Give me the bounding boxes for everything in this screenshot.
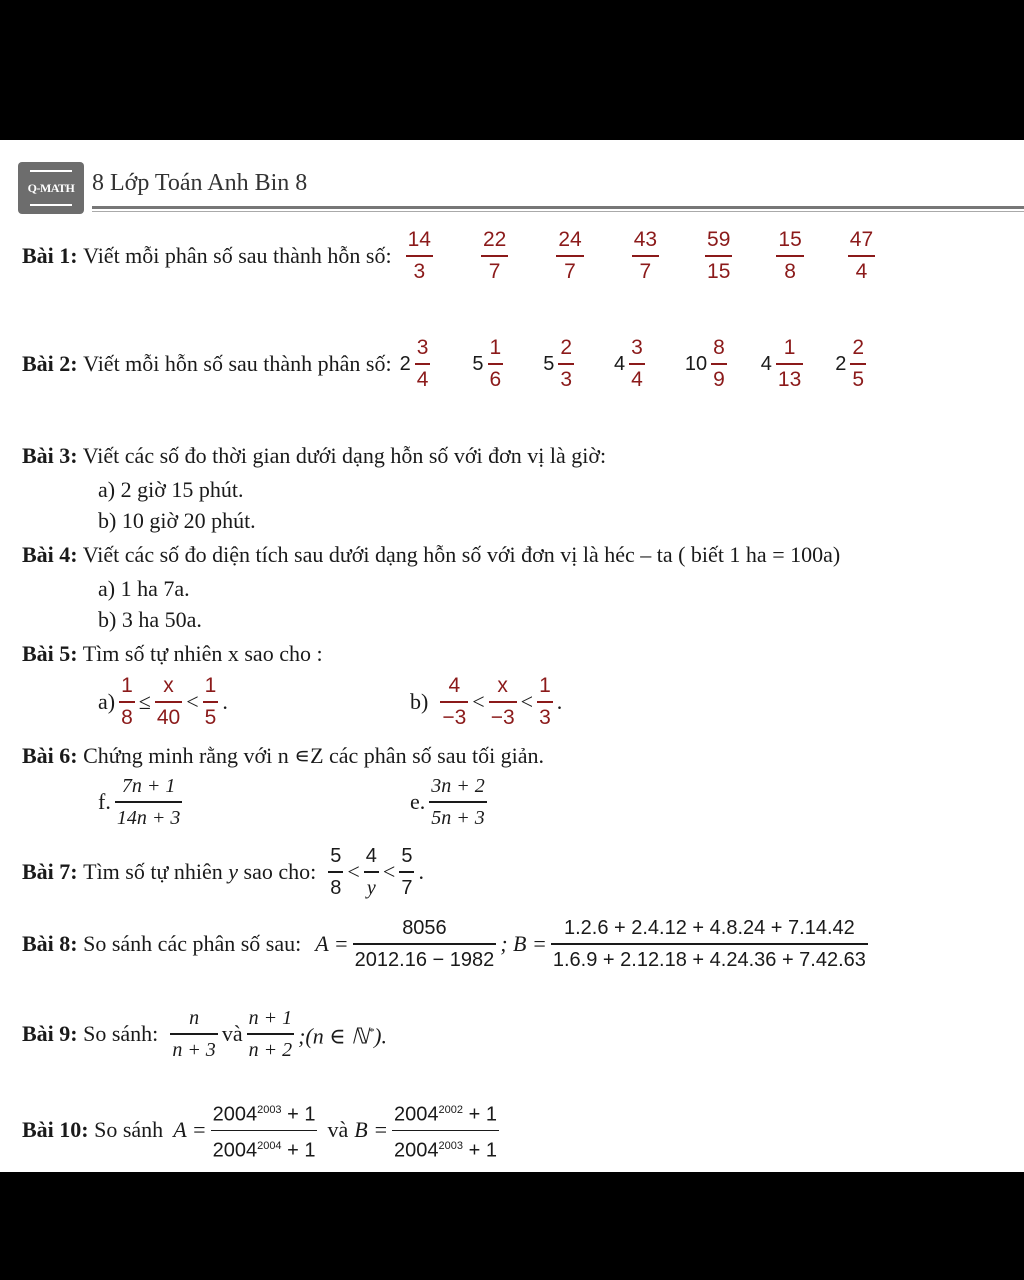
part-label: b) — [410, 688, 429, 714]
exercise-label: Bài 2: — [22, 350, 78, 376]
fraction-A: $\frac{8056}{2012.16 - 1982}$ — [354, 917, 495, 971]
list-item: b) 3 ha 50a. — [98, 607, 202, 632]
document-page — [0, 140, 1024, 1172]
exercise-text: Tìm số tự nhiên — [83, 858, 223, 884]
operator: < — [382, 858, 396, 884]
operator: ≤ — [138, 688, 151, 714]
exercise-text: Viết mỗi hỗn số sau thành phân số: — [83, 350, 392, 376]
operator: < — [186, 688, 199, 714]
exercise-2 — [22, 336, 870, 392]
mixed-number: 4 $\frac{3}{4}$ — [614, 336, 643, 391]
exercise-text: Viết các số đo diện tích sau dưới dạng hỗn số với đơn vị là héc – ta ( biết 1 ha = 100a) — [82, 542, 841, 567]
fraction: $\frac{22}{7}$ — [482, 228, 507, 283]
exercise-7 — [22, 844, 424, 900]
exercise-5b — [410, 674, 562, 730]
fraction: $\frac{1}{5}$ — [204, 674, 217, 729]
fraction-B: $\frac{1.2.6 + 2.4.12 + 4.8.24 + 7.14.42}{1.6.9 + 2.12.18 + 4.24.36 + 7.42.63}$ — [552, 917, 866, 971]
variable: y — [228, 858, 239, 884]
exercise-label: Bài 6: — [22, 743, 78, 768]
exercise-1 — [22, 228, 879, 284]
page-title — [92, 170, 307, 197]
exercise-6f — [98, 774, 186, 830]
fraction-B: $\frac{2004^{2002} + 1}{2004^{2003} + 1}$ — [394, 1103, 497, 1162]
conjunction: và — [221, 1020, 243, 1046]
header-rule-thin — [92, 211, 1024, 212]
mixed-number: 4 $\frac{1}{13}$ — [760, 336, 802, 391]
header-rule — [92, 206, 1024, 209]
exercise-label: Bài 1: — [22, 242, 78, 268]
fraction: $\frac{4}{-3}$ — [442, 674, 467, 729]
list-item: a) 1 ha 7a. — [98, 576, 190, 601]
fraction: $\frac{14}{3}$ — [407, 228, 431, 283]
exercise-6 — [22, 742, 544, 770]
list-item: b) 10 giờ 20 phút. — [98, 508, 256, 533]
punctuation: . — [556, 688, 563, 714]
exercise-text: So sánh các phân số sau: — [83, 930, 302, 956]
part-label: f. — [98, 788, 111, 814]
conjunction: và — [327, 1117, 349, 1143]
exercise-8 — [22, 916, 872, 972]
punctuation: . — [222, 688, 228, 714]
exercise-label: Bài 7: — [22, 858, 78, 884]
separator: ; B = — [500, 930, 547, 956]
title-text: Lớp Toán Anh Bin — [110, 170, 290, 196]
fraction: $\frac{15}{8}$ — [778, 228, 802, 283]
fraction: $\frac{1}{3}$ — [539, 674, 551, 729]
exercise-text: Tìm số tự nhiên x sao cho : — [82, 641, 323, 666]
fraction: $\frac{43}{7}$ — [633, 228, 658, 283]
list-item: a) 2 giờ 15 phút. — [98, 477, 244, 502]
mixed-number: 2 $\frac{3}{4}$ — [399, 336, 429, 391]
logo-text: Q-MATH — [27, 180, 75, 195]
exercise-label: Bài 8: — [22, 930, 78, 956]
var-A: A = — [315, 930, 349, 956]
punctuation: . — [418, 858, 424, 884]
operator: < — [347, 858, 360, 884]
exercise-4 — [22, 541, 840, 569]
exercise-3 — [22, 442, 606, 470]
exercise-label: Bài 9: — [22, 1020, 78, 1046]
mixed-number: 2 $\frac{2}{5}$ — [835, 336, 865, 391]
exercise-6e — [410, 774, 491, 830]
fraction: $\frac{7n + 1}{14n + 3}$ — [116, 775, 181, 829]
exercise-9 — [22, 1006, 387, 1062]
title-ornament-left: 8 — [92, 170, 104, 196]
title-ornament-right: 8 — [295, 170, 308, 196]
part-label: a) — [98, 688, 116, 714]
part-label: e. — [410, 788, 426, 814]
exercise-text: Viết mỗi phân số sau thành hỗn số: — [83, 242, 392, 268]
exercise-label: Bài 3: — [22, 443, 78, 468]
exercise-5a — [98, 674, 228, 730]
fraction: $\frac{1}{8}$ — [121, 674, 133, 729]
exercise-text: So sánh — [94, 1117, 164, 1143]
mixed-number: 5 $\frac{1}{6}$ — [472, 336, 502, 391]
exercise-label: Bài 10: — [22, 1117, 89, 1143]
fraction: $\frac{x}{-3}$ — [490, 674, 515, 729]
exercise-text: Chứng minh rằng với n ∊Z các phân số sau tối giản. — [83, 743, 545, 768]
var-B: B = — [354, 1117, 389, 1143]
mixed-number: 10 $\frac{8}{9}$ — [684, 336, 725, 391]
fraction: $\frac{3n + 2}{5n + 3}$ — [431, 775, 485, 829]
operator: < — [520, 688, 534, 714]
fraction: $\frac{47}{4}$ — [849, 228, 874, 283]
exercise-10 — [22, 1098, 503, 1163]
fraction: $\frac{5}{7}$ — [401, 845, 413, 899]
qmath-logo — [18, 162, 84, 214]
mixed-number: 5 $\frac{2}{3}$ — [543, 336, 573, 391]
fraction: $\frac{n}{n + 3}$ — [172, 1007, 216, 1061]
condition: ;(n ∈ ℕ*). — [298, 1022, 387, 1048]
var-A: A = — [173, 1117, 207, 1143]
fraction: $\frac{59}{15}$ — [707, 228, 731, 283]
exercise-text: So sánh: — [83, 1020, 159, 1046]
exercise-label: Bài 4: — [22, 542, 78, 567]
fraction: $\frac{n + 1}{n + 2}$ — [248, 1007, 293, 1061]
exercise-text-2: sao cho: — [243, 858, 317, 884]
exercise-5 — [22, 640, 323, 668]
fraction: $\frac{24}{7}$ — [558, 228, 582, 283]
fraction: $\frac{4}{y}$ — [365, 845, 377, 899]
fraction-A: $\frac{2004^{2003} + 1}{2004^{2004} + 1}$ — [212, 1103, 316, 1162]
fraction: $\frac{5}{8}$ — [330, 845, 342, 899]
fraction: $\frac{x}{40}$ — [156, 674, 181, 729]
operator: < — [472, 688, 485, 714]
exercise-text: Viết các số đo thời gian dưới dạng hỗn số với đơn vị là giờ: — [82, 443, 607, 468]
exercise-label: Bài 5: — [22, 641, 78, 666]
